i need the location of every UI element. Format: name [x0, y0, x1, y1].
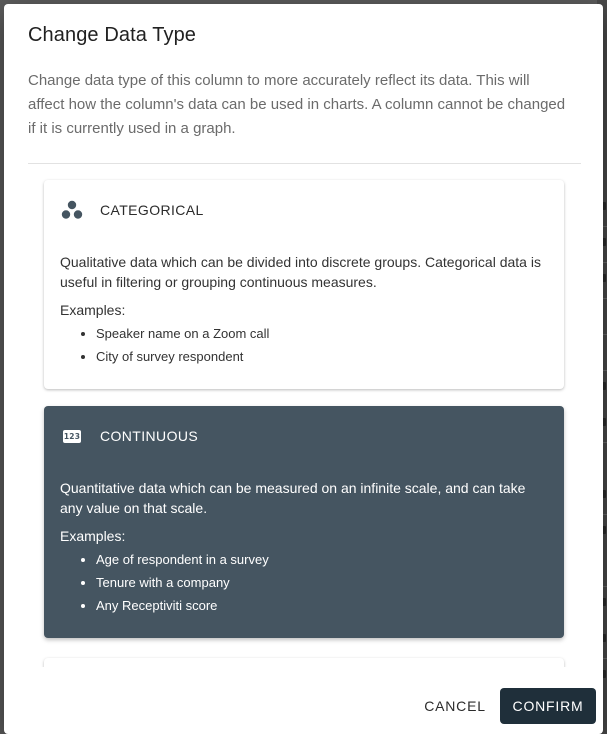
- dialog-description: Change data type of this column to more accurately reflect its data. This will affect how the column's data can be used in charts. A column cannot be changed if it is currently used in a graph.: [28, 72, 566, 137]
- type-title: CONTINUOUS: [100, 428, 199, 444]
- type-body: [60, 478, 550, 617]
- example-item: • Speaker name on a Zoom call: [96, 322, 550, 345]
- data-type-list[interactable]: [4, 164, 603, 667]
- examples-label: Examples:: [60, 302, 126, 318]
- change-data-type-dialog: [4, 4, 603, 734]
- type-option-categorical[interactable]: [44, 180, 564, 389]
- example-item: • Tenure with a company: [96, 571, 550, 594]
- dots-cluster-icon: [60, 198, 84, 222]
- examples-label: Examples:: [60, 528, 126, 544]
- example-item: • Any Receptiviti score: [96, 594, 550, 617]
- example-item: • City of survey respondent: [96, 345, 550, 368]
- card-header: [60, 424, 198, 448]
- type-description: Quantitative data which can be measured on an infinite scale, and can take any value on that scale.: [60, 480, 526, 516]
- dialog-title: Change Data Type: [28, 24, 197, 46]
- type-body: [60, 252, 550, 368]
- example-item: • Age of respondent in a survey: [96, 548, 550, 571]
- numeric-123-icon: [60, 424, 84, 448]
- type-description: Qualitative data which can be divided into discrete groups. Categorical data is useful in filtering or grouping continuous measures.: [60, 254, 541, 290]
- card-header: [60, 198, 204, 222]
- cancel-button[interactable]: CANCEL: [415, 688, 495, 724]
- type-option-partial[interactable]: [44, 658, 564, 667]
- confirm-button[interactable]: CONFIRM: [500, 688, 596, 724]
- examples-list: [60, 548, 550, 617]
- icon-text: 123: [63, 431, 81, 441]
- type-option-continuous[interactable]: [44, 406, 564, 638]
- type-title: CATEGORICAL: [100, 202, 204, 218]
- examples-list: [60, 322, 550, 368]
